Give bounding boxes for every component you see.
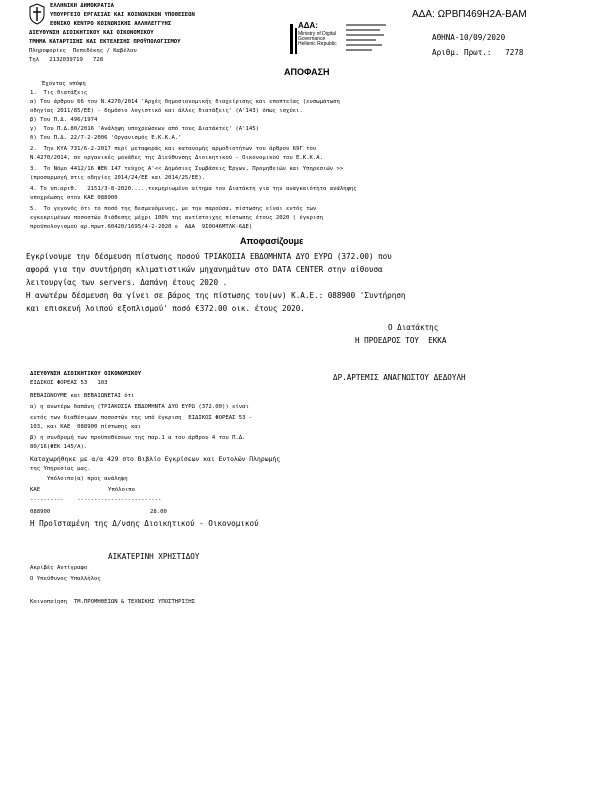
table-cell-balance: 28.00 <box>150 509 167 515</box>
ada-logo-line: Ministry of Digital <box>298 31 337 37</box>
cert-line: 80/16(ΦΕΚ 145/Α). <box>30 444 88 450</box>
table-divider: ---------- ------------------------- <box>30 497 162 503</box>
regard-line: 4. Το υπ.αριθ. 2151/3-8-2020.....τεκμηριωμένο αίτημα του Διατάκτη για την αναγκαιότητα ανάληψης <box>30 186 357 192</box>
decision-line: Η ανωτέρω δέσμευση θα γίνει σε βάρος της πίστωσης του(ων) Κ.Α.Ε.: 088900 'Συντήρηση <box>26 291 406 300</box>
regard-line: υποχρέωσης στον ΚΑΕ 088900 <box>30 195 118 201</box>
phone-line: Τηλ 2132039719 728 <box>29 57 104 63</box>
dept-name: ΔΙΕΥΘΥΝΣΗ ΔΙΟΙΚΗΤΙΚΟΥ ΟΙΚΟΝΟΜΙΚΟΥ <box>30 371 142 377</box>
org-line: ΤΜΗΜΑ ΚΑΤΑΡΤΙΣΗΣ ΚΑΙ ΕΚΤΕΛΕΣΗΣ ΠΡΟΫΠΟΛΟΓΙΣΜΟΥ <box>29 39 181 45</box>
decision-line: αφορά για την συντήρηση κλιματιστικών μηχανημάτων στο DATA CENTER στην αίθουσα <box>26 265 383 274</box>
cert-line: β) η συνδρομή των προϋποθέσεων της παρ.1 α του άρθρου 4 του Π.Δ. <box>30 435 246 441</box>
regard-line: 1. Τις διατάξεις <box>30 90 88 96</box>
regard-line: εγκεκριμένων ποσοστών διάθεσης μέχρι 100% της αντίστοιχης πίστωσης έτους 2020 ( έγκριση <box>30 215 323 221</box>
head-signature: Η Προϊσταμένη της Δ/νσης Διοικητικού - Οικονομικού <box>30 519 259 528</box>
decision-line: και επισκευή λοιπού εξοπλισμού' ποσό €372.00 οικ. έτους 2020. <box>26 304 305 313</box>
notification: Κοινοποίηση ΤΜ.ΠΡΟΜΗΘΕΙΩΝ & ΤΕΧΝΙΚΗΣ ΥΠΟΣΤΗΡΙΞΗΣ <box>30 599 196 605</box>
having-regard: Έχοντας υπόψη <box>42 81 86 87</box>
cert-line: ΒΕΒΑΙΩΝΟΥΜΕ και ΒΕΒΑΙΩΝΕΤΑΙ ότι <box>30 393 135 399</box>
org-line: ΕΛΛΗΝΙΚΗ ΔΗΜΟΚΡΑΤΙΑ <box>50 3 114 9</box>
diataktis-label: Ο Διατάκτης <box>388 323 439 332</box>
greek-emblem-icon <box>28 3 46 25</box>
regard-line: Ν.4270/2014, σε οργανικές μονάδες της Διεύθυνσης Διοικητικού - Οικονομικού του Ε.Κ.Κ.Α. <box>30 155 323 161</box>
place-date: ΑΘΗΝΑ-10/09/2020 <box>432 33 506 42</box>
president-signature: Η ΠΡΟΕΔΡΟΣ ΤΟΥ ΕΚΚΑ <box>355 336 447 345</box>
table-header-kae: ΚΑΕ <box>30 487 41 493</box>
org-line: ΥΠΟΥΡΓΕΙΟ ΕΡΓΑΣΙΑΣ ΚΑΙ ΚΟΙΝΩΝΙΚΩΝ ΥΠΟΘΕΣΕΩΝ <box>50 12 195 18</box>
regard-line: α) Του άρθρου 66 του Ν.4270/2014 'Αρχές δημοσιονομικής διαχείρισης και εποπτείας (ενσωμάτωση <box>30 99 340 105</box>
signatory-name: ΑΙΚΑΤΕΡΙΝΗ ΧΡΗΣΤΙΔΟΥ <box>108 552 200 561</box>
regard-line: γ) Του Π.Δ.80/2016 'Ανάληψη υποχρεώσεων από τους Διατάκτες' (Α'145) <box>30 126 260 132</box>
cert-line: 103, και ΚΑΕ 088900 πίστωσης και <box>30 424 142 430</box>
regard-line: 2. Την ΚΥΑ 731/6-2-2017 περί μεταφοράς και κατανομής αρμοδιοτήτων του άρθρου 69Γ του <box>30 146 317 152</box>
responsible-employee: Ο Υπεύθυνος Υπαλλήλος <box>30 576 101 582</box>
cert-line: της Υπηρεσίας μας. <box>30 466 91 472</box>
cert-line: εντός των διαθέσιμων ποσοστών της υπό έγκριση ΕΙΔΙΚΟΣ ΦΟΡΕΑΣ 53 - <box>30 415 253 421</box>
cert-line: α) η ανωτέρω δαπάνη (ΤΡΙΑΚΟΣΙΑ ΕΒΔΟΜΗΝΤΑ ΔΥΟ ΕΥΡΩ (372.00)) είναι <box>30 404 249 410</box>
decision-line: λειτουργίας των servers. Δαπάνη έτους 2020 . <box>26 278 228 287</box>
regard-line: προϋπολογισμού αρ.πρωτ.60420/1695/4-2-2020 ε ΑΔΑ 9Ι0Ο46ΜΤΛΚ-6ΔΕ) <box>30 224 253 230</box>
true-copy: Ακριβές Αντίγραφο <box>30 565 88 571</box>
protocol-number: Αριθμ. Πρωτ.: 7278 <box>432 48 524 57</box>
regard-line: δ) Του Π.Δ. 22/7-2-2006 'Οργανισμός Ε.Κ.Κ.Α.' <box>30 135 182 141</box>
special-foreas: ΕΙΔΙΚΟΣ ΦΟΡΕΑΣ 53 103 <box>30 380 108 386</box>
ada-logo-line: Governance <box>298 36 326 42</box>
ada-number: ΑΔΑ: ΩΡΒΠ469Η2Α-ΒΑΜ <box>412 9 527 20</box>
regard-line: οδηγίας 2011/85/ΕΕ) - δημόσιο λογιστικό και άλλες διατάξεις' (Α'143) όπως ισχύει. <box>30 108 303 114</box>
org-line: ΕΘΝΙΚΟ ΚΕΝΤΡΟ ΚΟΙΝΩΝΙΚΗΣ ΑΛΛΗΛΕΓΓΥΗΣ <box>50 21 172 27</box>
decision-line: Εγκρίνουμε την δέσμευση πίστωσης ποσού ΤΡΙΑΚΟΣΙΑ ΕΒΔΟΜΗΝΤΑ ΔΥΟ ΕΥΡΩ (372.00) που <box>26 252 392 261</box>
table-header-balance: Υπόλοιπο <box>108 487 135 493</box>
cert-line: Καταχωρήθηκε με α/α 429 στο Βιβλίο Εγκρίσεων και Εντολών Πληρωμής <box>30 455 281 463</box>
org-line: ΔΙΕΥΘΥΝΣΗ ΔΙΟΙΚΗΤΙΚΟΥ ΚΑΙ ΟΙΚΟΝΟΜΙΚΟΥ <box>29 30 154 36</box>
info-line: Πληροφορίες Πεπεδέκης / Καβέλου <box>29 48 137 54</box>
decide-heading: Αποφασίζουμε <box>240 236 304 246</box>
ada-logo-line: Hellenic Republic <box>298 41 337 47</box>
table-cell-kae: 088900 <box>30 509 51 515</box>
regard-line: 5. Το γεγονός ότι το ποσό της δεσμευόμενης, με την παρούσα, πίστωσης είναι εντός των <box>30 206 317 212</box>
cert-line: Υπόλοιπο(α) προς ανάληψη <box>30 476 128 482</box>
diavgeia-logo-icon <box>288 10 394 58</box>
regard-line: 3. Το Νόμο 4412/16 ΦΕΚ 147 τεύχος Α'<< Δημόσιες Συμβάσεις Έργων, Προμηθειών και Υπηρεσιών >> <box>30 166 344 172</box>
regard-line: (προσαρμογή στις οδηγίες 2014/24/ΕΕ και 2014/25/ΕΕ). <box>30 175 206 181</box>
signer-name: ΔΡ.ΑΡΤΕΜΙΣ ΑΝΑΓΝΩΣΤΟΥ ΔΕΔΟΥΛΗ <box>333 373 466 382</box>
regard-line: β) Του Π.Δ. 496/1974 <box>30 117 98 123</box>
ada-logo-title: ΑΔΑ: <box>298 21 318 30</box>
page-title: ΑΠΟΦΑΣΗ <box>284 67 330 77</box>
